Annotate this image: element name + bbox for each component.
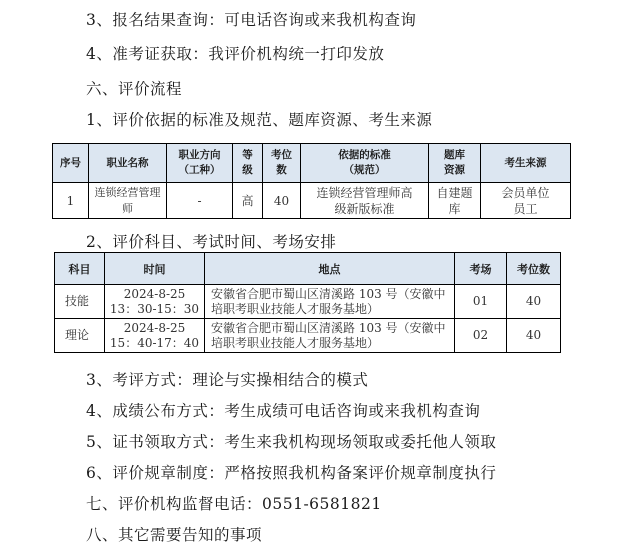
other-matters-heading: 八、其它需要告知的事项 xyxy=(86,526,263,544)
assessment-method-line: 3、考评方式：理论与实操相结合的模式 xyxy=(86,371,369,389)
cell-place: 安徽省合肥市蜀山区清溪路 103 号（安徽中 培职考职业技能人才服务基地） xyxy=(205,319,455,353)
header-subject: 科目 xyxy=(55,253,105,285)
cell-seats: 40 xyxy=(507,319,561,353)
table-row xyxy=(55,285,561,319)
header-standard: 依据的标准 （规范） xyxy=(301,144,429,183)
header-seats: 考位 数 xyxy=(263,144,301,183)
header-direction: 职业方向 （工种） xyxy=(167,144,233,183)
schedule-table xyxy=(54,252,561,353)
header-seats: 考位数 xyxy=(507,253,561,285)
header-seq: 序号 xyxy=(53,144,89,183)
certificate-collection-line: 5、证书领取方式：考生来我机构现场领取或委托他人领取 xyxy=(86,433,497,451)
results-publication-line: 4、成绩公布方式：考生成绩可电话咨询或来我机构查询 xyxy=(86,402,481,420)
cell-occupation: 连锁经营管理 师 xyxy=(89,183,167,219)
table-header-row xyxy=(53,144,571,183)
table-row xyxy=(53,183,571,219)
cell-direction: - xyxy=(167,183,233,219)
header-time: 时间 xyxy=(105,253,205,285)
cell-time: 2024-8-25 15：40-17：40 xyxy=(105,319,205,353)
cell-room: 01 xyxy=(455,285,507,319)
cell-grade: 高 xyxy=(233,183,263,219)
cell-seq: 1 xyxy=(53,183,89,219)
cell-subject: 技能 xyxy=(55,285,105,319)
cell-seats: 40 xyxy=(507,285,561,319)
table-header-row xyxy=(55,253,561,285)
schedule-heading: 2、评价科目、考试时间、考场安排 xyxy=(86,233,337,251)
header-question-bank: 题库 资源 xyxy=(429,144,481,183)
header-source: 考生来源 xyxy=(481,144,571,183)
cell-standard: 连锁经营管理师高 级新版标准 xyxy=(301,183,429,219)
regulations-line: 6、评价规章制度：严格按照我机构备案评价规章制度执行 xyxy=(86,464,497,482)
cell-time: 2024-8-25 13：30-15：30 xyxy=(105,285,205,319)
standards-table xyxy=(52,143,571,219)
header-room: 考场 xyxy=(455,253,507,285)
header-occupation: 职业名称 xyxy=(89,144,167,183)
admission-ticket-line: 4、准考证获取：我评价机构统一打印发放 xyxy=(86,45,385,63)
cell-question-bank: 自建题 库 xyxy=(429,183,481,219)
header-grade: 等 级 xyxy=(233,144,263,183)
cell-place: 安徽省合肥市蜀山区清溪路 103 号（安徽中 培职考职业技能人才服务基地） xyxy=(205,285,455,319)
section-six-heading: 六、评价流程 xyxy=(86,80,183,98)
header-place: 地点 xyxy=(205,253,455,285)
table-row xyxy=(55,319,561,353)
cell-source: 会员单位 员工 xyxy=(481,183,571,219)
standards-heading: 1、评价依据的标准及规范、题库资源、考生来源 xyxy=(86,111,433,129)
query-results-line: 3、报名结果查询：可电话咨询或来我机构查询 xyxy=(86,11,417,29)
supervision-phone-line: 七、评价机构监督电话：0551-6581821 xyxy=(86,495,382,513)
cell-subject: 理论 xyxy=(55,319,105,353)
cell-room: 02 xyxy=(455,319,507,353)
cell-seats: 40 xyxy=(263,183,301,219)
